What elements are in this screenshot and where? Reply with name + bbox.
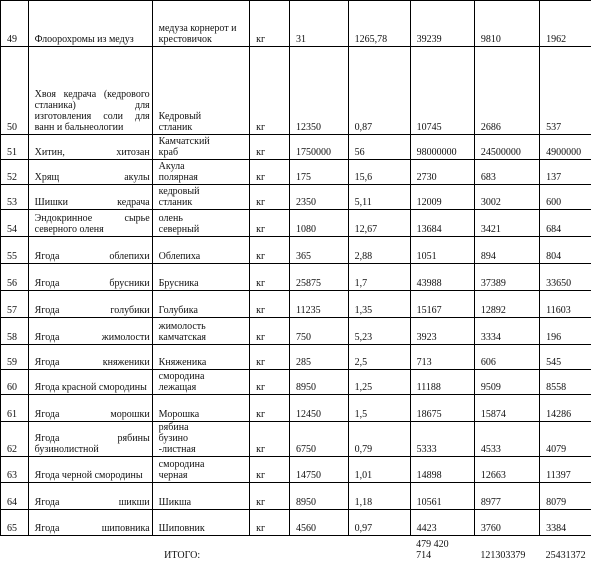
cell-species: Княженика bbox=[152, 345, 249, 370]
cell-name: Хитин, хитозан bbox=[28, 135, 152, 160]
cell-no: 49 bbox=[1, 1, 29, 47]
cell-c8: 3384 bbox=[540, 510, 591, 536]
cell-c5: 0,79 bbox=[348, 422, 410, 457]
cell-no: 53 bbox=[1, 185, 29, 210]
cell-unit: кг bbox=[250, 185, 290, 210]
cell-no: 55 bbox=[1, 237, 29, 264]
empty-cell bbox=[348, 536, 410, 562]
table-row bbox=[1, 210, 591, 237]
cell-species: Кедровый стланик bbox=[152, 47, 249, 135]
cell-c5: 1,01 bbox=[348, 457, 410, 483]
cell-c8: 33650 bbox=[540, 264, 591, 291]
table-row bbox=[1, 264, 591, 291]
cell-name: Флоорохромы из медуз bbox=[28, 1, 152, 47]
cell-species: Шикша bbox=[152, 483, 249, 510]
cell-unit: кг bbox=[250, 318, 290, 345]
cell-name: Ягода голубики bbox=[28, 291, 152, 318]
cell-c7: 3002 bbox=[474, 185, 539, 210]
cell-c7: 2686 bbox=[474, 47, 539, 135]
cell-c4: 365 bbox=[289, 237, 348, 264]
cell-unit: кг bbox=[250, 237, 290, 264]
cell-no: 54 bbox=[1, 210, 29, 237]
cell-unit: кг bbox=[250, 210, 290, 237]
cell-unit: кг bbox=[250, 395, 290, 422]
cell-name: Ягода княженики bbox=[28, 345, 152, 370]
cell-unit: кг bbox=[250, 264, 290, 291]
cell-c8: 137 bbox=[540, 160, 591, 185]
cell-species: рябина бузино -листная bbox=[152, 422, 249, 457]
cell-name: Ягода рябины бузинолистной bbox=[28, 422, 152, 457]
cell-c5: 1,35 bbox=[348, 291, 410, 318]
cell-unit: кг bbox=[250, 370, 290, 395]
cell-c4: 6750 bbox=[289, 422, 348, 457]
cell-species: Морошка bbox=[152, 395, 249, 422]
cell-c4: 11235 bbox=[289, 291, 348, 318]
cell-c4: 2350 bbox=[289, 185, 348, 210]
cell-name: Ягода черной смородины bbox=[28, 457, 152, 483]
table-row bbox=[1, 395, 591, 422]
cell-c5: 1,25 bbox=[348, 370, 410, 395]
cell-unit: кг bbox=[250, 510, 290, 536]
cell-name: Ягода шикши bbox=[28, 483, 152, 510]
cell-name: Хвоя кедрача (кедрового стланика) для изготовления соли для ванн и бальнеологии bbox=[28, 47, 152, 135]
table-body bbox=[1, 1, 591, 562]
cell-species: Камчатский краб bbox=[152, 135, 249, 160]
table-row bbox=[1, 237, 591, 264]
cell-c6: 18675 bbox=[410, 395, 474, 422]
cell-c7: 24500000 bbox=[474, 135, 539, 160]
cell-unit: кг bbox=[250, 422, 290, 457]
cell-c5: 5,23 bbox=[348, 318, 410, 345]
cell-c8: 4079 bbox=[540, 422, 591, 457]
cell-species: смородина лежащая bbox=[152, 370, 249, 395]
cell-c7: 3760 bbox=[474, 510, 539, 536]
cell-c7: 894 bbox=[474, 237, 539, 264]
cell-unit: кг bbox=[250, 1, 290, 47]
cell-c4: 175 bbox=[289, 160, 348, 185]
cell-species: Облепиха bbox=[152, 237, 249, 264]
cell-no: 60 bbox=[1, 370, 29, 395]
cell-c5: 56 bbox=[348, 135, 410, 160]
cell-c7: 15874 bbox=[474, 395, 539, 422]
cell-c4: 31 bbox=[289, 1, 348, 47]
cell-c7: 8977 bbox=[474, 483, 539, 510]
cell-c4: 1080 bbox=[289, 210, 348, 237]
cell-species: олень северный bbox=[152, 210, 249, 237]
cell-c6: 12009 bbox=[410, 185, 474, 210]
cell-c4: 12450 bbox=[289, 395, 348, 422]
empty-cell bbox=[28, 536, 152, 562]
cell-c6: 4423 bbox=[410, 510, 474, 536]
cell-name: Ягода брусники bbox=[28, 264, 152, 291]
cell-name: Ягода облепихи bbox=[28, 237, 152, 264]
cell-species: Шиповник bbox=[152, 510, 249, 536]
cell-c4: 750 bbox=[289, 318, 348, 345]
cell-c5: 1265,78 bbox=[348, 1, 410, 47]
cell-no: 59 bbox=[1, 345, 29, 370]
cell-c8: 1962 bbox=[540, 1, 591, 47]
cell-c5: 1,7 bbox=[348, 264, 410, 291]
cell-species: смородина черная bbox=[152, 457, 249, 483]
empty-cell bbox=[250, 536, 290, 562]
cell-no: 63 bbox=[1, 457, 29, 483]
cell-unit: кг bbox=[250, 291, 290, 318]
cell-species: Голубика bbox=[152, 291, 249, 318]
cell-no: 50 bbox=[1, 47, 29, 135]
cell-species: Акула полярная bbox=[152, 160, 249, 185]
cell-c5: 2,88 bbox=[348, 237, 410, 264]
cell-c7: 4533 bbox=[474, 422, 539, 457]
cell-c6: 3923 bbox=[410, 318, 474, 345]
cell-c7: 3421 bbox=[474, 210, 539, 237]
cell-c5: 15,6 bbox=[348, 160, 410, 185]
cell-c4: 12350 bbox=[289, 47, 348, 135]
table-row bbox=[1, 1, 591, 47]
cell-name: Ягода шиповника bbox=[28, 510, 152, 536]
cell-c5: 0,87 bbox=[348, 47, 410, 135]
cell-c7: 37389 bbox=[474, 264, 539, 291]
table-row bbox=[1, 185, 591, 210]
cell-c8: 8558 bbox=[540, 370, 591, 395]
cell-c5: 12,67 bbox=[348, 210, 410, 237]
cell-c8: 8079 bbox=[540, 483, 591, 510]
cell-c6: 98000000 bbox=[410, 135, 474, 160]
cell-species: медуза корнерот и крестовичок bbox=[152, 1, 249, 47]
cell-c6: 39239 bbox=[410, 1, 474, 47]
cell-c6: 13684 bbox=[410, 210, 474, 237]
cell-c5: 1,5 bbox=[348, 395, 410, 422]
cell-unit: кг bbox=[250, 135, 290, 160]
cell-c8: 11603 bbox=[540, 291, 591, 318]
cell-c4: 1750000 bbox=[289, 135, 348, 160]
cell-c7: 606 bbox=[474, 345, 539, 370]
cell-unit: кг bbox=[250, 483, 290, 510]
cell-c8: 4900000 bbox=[540, 135, 591, 160]
cell-c4: 285 bbox=[289, 345, 348, 370]
cell-c6: 2730 bbox=[410, 160, 474, 185]
empty-cell bbox=[289, 536, 348, 562]
table-row bbox=[1, 160, 591, 185]
total-c8: 25431372 bbox=[540, 536, 591, 562]
cell-no: 58 bbox=[1, 318, 29, 345]
cell-no: 62 bbox=[1, 422, 29, 457]
cell-unit: кг bbox=[250, 345, 290, 370]
cell-no: 51 bbox=[1, 135, 29, 160]
cell-c6: 1051 bbox=[410, 237, 474, 264]
cell-c6: 14898 bbox=[410, 457, 474, 483]
cell-c6: 11188 bbox=[410, 370, 474, 395]
cell-c8: 600 bbox=[540, 185, 591, 210]
table-row bbox=[1, 318, 591, 345]
cell-name: Ягода жимолости bbox=[28, 318, 152, 345]
cell-name: Ягода морошки bbox=[28, 395, 152, 422]
cell-c4: 8950 bbox=[289, 370, 348, 395]
cell-c7: 9810 bbox=[474, 1, 539, 47]
cell-species: жимолость камчатская bbox=[152, 318, 249, 345]
total-label: ИТОГО: bbox=[152, 536, 249, 562]
cell-c4: 25875 bbox=[289, 264, 348, 291]
table-row bbox=[1, 291, 591, 318]
cell-no: 65 bbox=[1, 510, 29, 536]
empty-cell bbox=[1, 536, 29, 562]
cell-c6: 10745 bbox=[410, 47, 474, 135]
cell-c7: 9509 bbox=[474, 370, 539, 395]
cell-unit: кг bbox=[250, 47, 290, 135]
cell-c7: 683 bbox=[474, 160, 539, 185]
cell-no: 64 bbox=[1, 483, 29, 510]
table-row bbox=[1, 422, 591, 457]
cell-name: Хрящ акулы bbox=[28, 160, 152, 185]
cell-name: Шишки кедрача bbox=[28, 185, 152, 210]
cell-c6: 10561 bbox=[410, 483, 474, 510]
cell-c7: 12663 bbox=[474, 457, 539, 483]
total-c7: 121303379 bbox=[474, 536, 539, 562]
cell-c4: 14750 bbox=[289, 457, 348, 483]
cell-c8: 537 bbox=[540, 47, 591, 135]
table-row bbox=[1, 483, 591, 510]
cell-c8: 804 bbox=[540, 237, 591, 264]
cell-c8: 684 bbox=[540, 210, 591, 237]
cell-c5: 0,97 bbox=[348, 510, 410, 536]
cell-c7: 12892 bbox=[474, 291, 539, 318]
cell-c6: 43988 bbox=[410, 264, 474, 291]
table-row bbox=[1, 457, 591, 483]
cell-no: 56 bbox=[1, 264, 29, 291]
cell-c8: 14286 bbox=[540, 395, 591, 422]
cell-no: 52 bbox=[1, 160, 29, 185]
cell-c4: 4560 bbox=[289, 510, 348, 536]
cell-name: Эндокринное сырье северного оленя bbox=[28, 210, 152, 237]
cell-c5: 5,11 bbox=[348, 185, 410, 210]
total-row bbox=[1, 536, 591, 562]
table-row bbox=[1, 47, 591, 135]
cell-species: Брусника bbox=[152, 264, 249, 291]
cell-no: 61 bbox=[1, 395, 29, 422]
cell-no: 57 bbox=[1, 291, 29, 318]
cell-unit: кг bbox=[250, 160, 290, 185]
cell-name: Ягода красной смородины bbox=[28, 370, 152, 395]
table-row bbox=[1, 370, 591, 395]
cell-c5: 1,18 bbox=[348, 483, 410, 510]
cell-c7: 3334 bbox=[474, 318, 539, 345]
cell-species: кедровый стланик bbox=[152, 185, 249, 210]
table-row bbox=[1, 135, 591, 160]
cell-c6: 5333 bbox=[410, 422, 474, 457]
cell-c8: 545 bbox=[540, 345, 591, 370]
cell-c8: 11397 bbox=[540, 457, 591, 483]
table-row bbox=[1, 345, 591, 370]
cell-c4: 8950 bbox=[289, 483, 348, 510]
cell-c6: 713 bbox=[410, 345, 474, 370]
cell-c6: 15167 bbox=[410, 291, 474, 318]
table-row bbox=[1, 510, 591, 536]
cell-c5: 2,5 bbox=[348, 345, 410, 370]
total-c6: 479 420 714 bbox=[410, 536, 474, 562]
cell-c8: 196 bbox=[540, 318, 591, 345]
cell-unit: кг bbox=[250, 457, 290, 483]
